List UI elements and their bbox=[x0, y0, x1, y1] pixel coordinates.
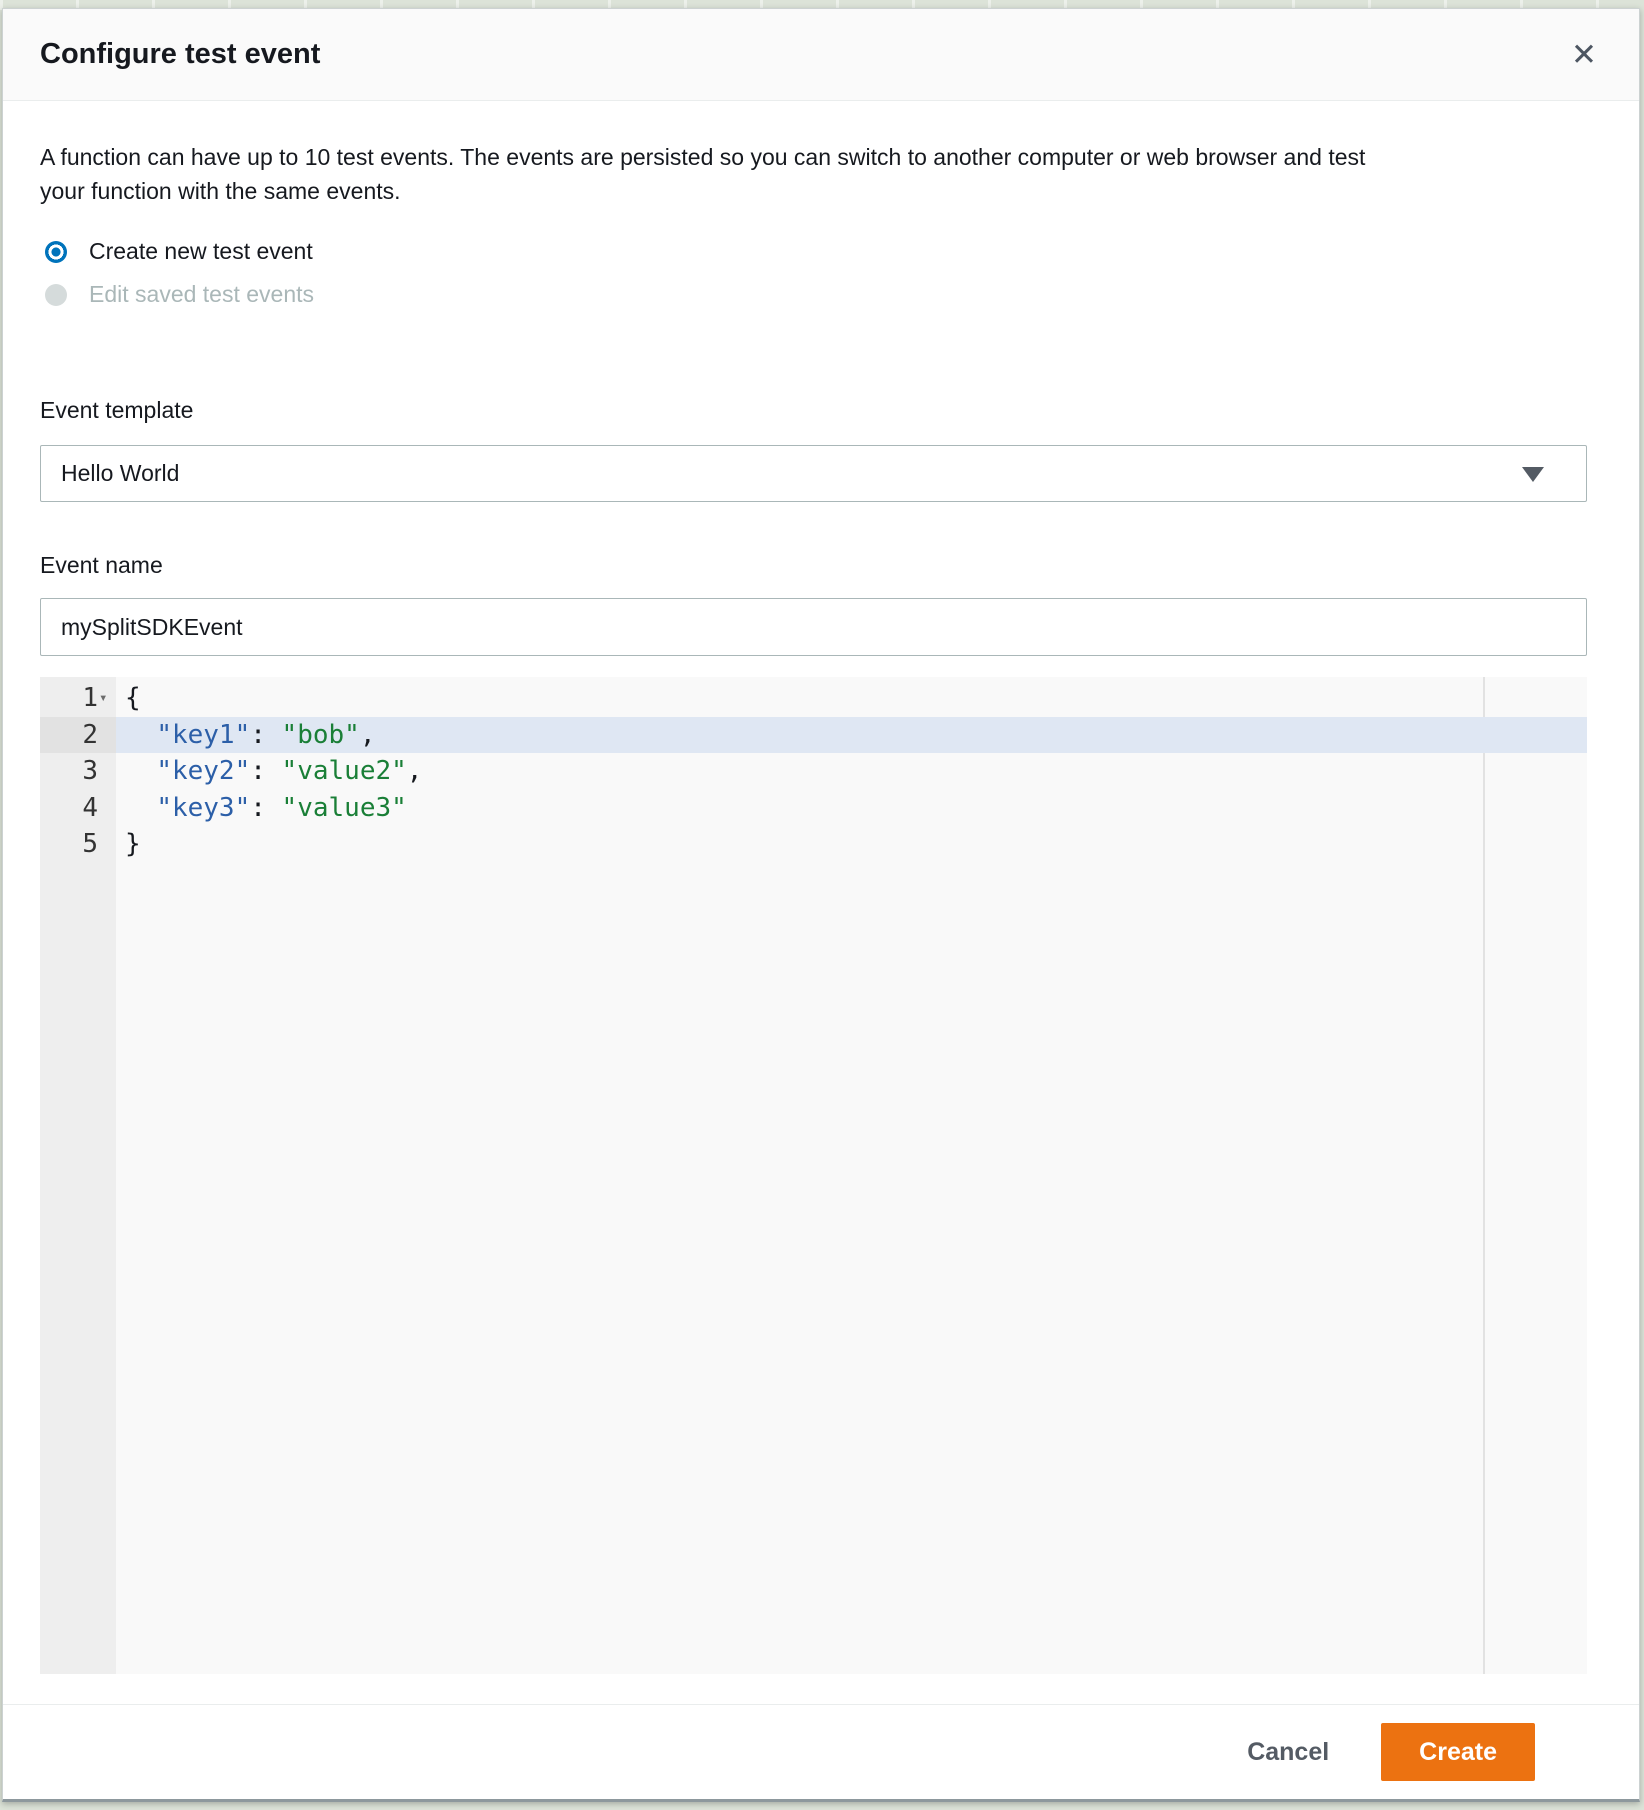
event-template-selected-value: Hello World bbox=[61, 460, 180, 486]
editor-content-area[interactable] bbox=[116, 677, 1587, 1674]
code-editor bbox=[40, 677, 1587, 1674]
close-icon[interactable]: ✕ bbox=[1571, 37, 1597, 72]
dialog-header bbox=[3, 9, 1639, 101]
line-number: 2 bbox=[40, 717, 116, 754]
cancel-button[interactable]: Cancel bbox=[1247, 1737, 1330, 1766]
dialog-title: Configure test event bbox=[40, 38, 321, 70]
intro-text: A function can have up to 10 test events. The events are persisted so you can switch to another computer or web browser and test your function with the same events. bbox=[40, 144, 1366, 204]
test-event-radio-group bbox=[40, 236, 1587, 310]
code-line[interactable]: } bbox=[125, 829, 141, 859]
radio-edit-saved-test-events bbox=[40, 279, 1587, 310]
dialog-body bbox=[3, 101, 1639, 1704]
line-number: 4 bbox=[82, 792, 98, 823]
fold-caret-icon[interactable]: ▾ bbox=[99, 690, 108, 706]
code-line[interactable]: "key3": "value3" bbox=[156, 792, 407, 823]
event-template-select[interactable] bbox=[40, 445, 1587, 502]
create-button[interactable]: Create bbox=[1381, 1723, 1535, 1781]
radio-disabled-icon bbox=[45, 284, 67, 306]
radio-create-new-test-event[interactable] bbox=[40, 236, 1587, 267]
line-number: 1 ▾ bbox=[40, 680, 116, 717]
chevron-down-icon[interactable] bbox=[1522, 467, 1544, 482]
code-line[interactable]: { bbox=[125, 683, 141, 713]
line-number: 3 bbox=[82, 756, 98, 786]
radio-label[interactable]: Create new test event bbox=[89, 238, 313, 264]
dialog-footer bbox=[3, 1704, 1639, 1799]
editor-line-number-gutter bbox=[40, 677, 116, 1674]
event-name-input[interactable] bbox=[40, 598, 1587, 656]
line-number: 5 bbox=[82, 829, 98, 859]
event-template-label: Event template bbox=[40, 397, 194, 423]
code-line-active[interactable]: "key1": "bob", bbox=[116, 717, 1587, 754]
event-name-label: Event name bbox=[40, 552, 163, 578]
code-line[interactable]: "key2": "value2", bbox=[156, 756, 423, 786]
configure-test-event-dialog bbox=[2, 8, 1640, 1802]
radio-label: Edit saved test events bbox=[89, 281, 315, 307]
radio-selected-icon[interactable] bbox=[45, 241, 67, 263]
